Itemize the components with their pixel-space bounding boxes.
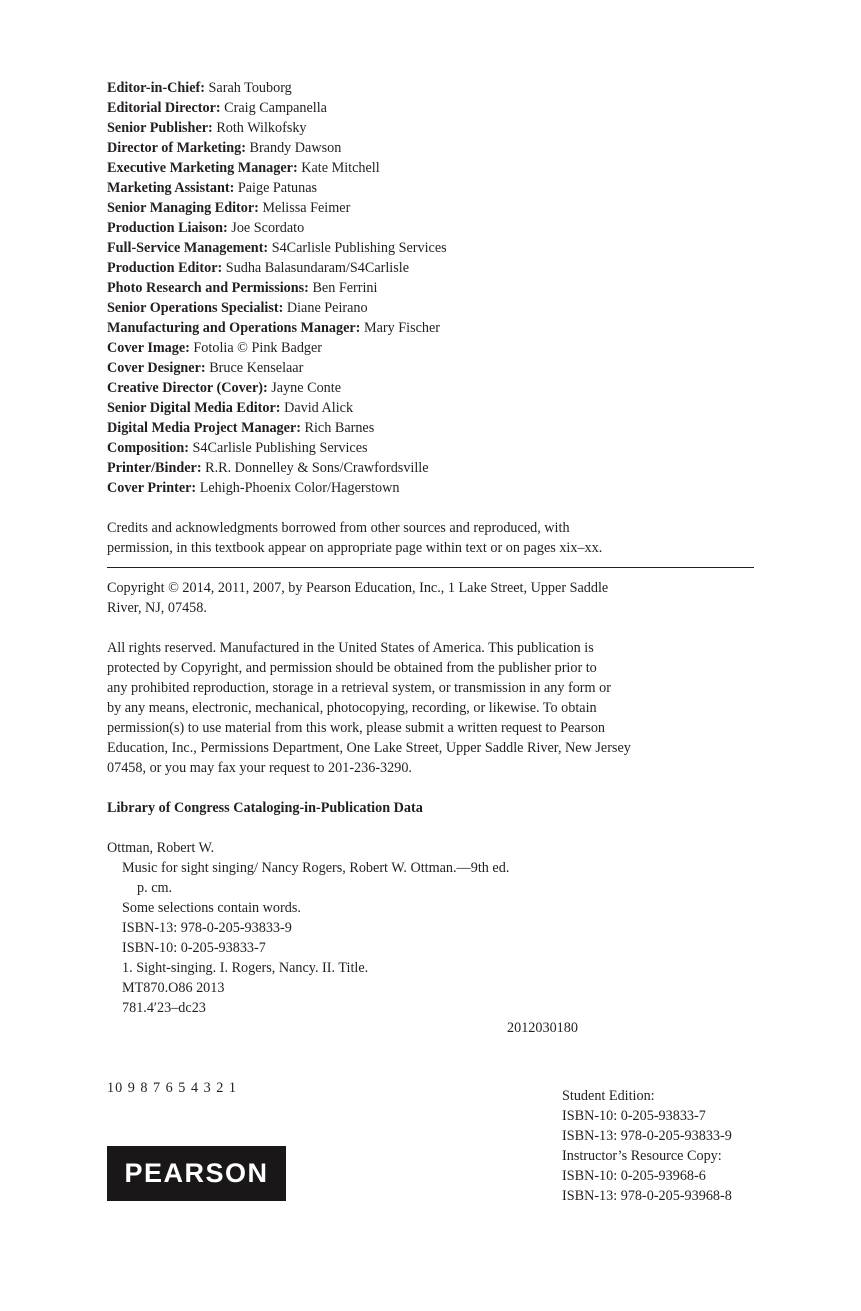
credit-name: Rich Barnes xyxy=(304,420,375,436)
credit-role: Senior Operations Specialist: xyxy=(107,300,284,316)
edition-line: ISBN-10: 0-205-93833-7 xyxy=(562,1108,706,1124)
acknowledgments-text: Credits and acknowledgments borrowed from other sources and reproduced, with xyxy=(107,520,570,536)
rights-text: 07458, or you may fax your request to 201-236-3290. xyxy=(107,760,412,776)
rights-text: All rights reserved. Manufactured in the United States of America. This publication is xyxy=(107,640,594,656)
credit-name: Sarah Touborg xyxy=(208,80,292,96)
credit-name: Ben Ferrini xyxy=(312,280,378,296)
credit-line xyxy=(107,218,304,238)
credit-line xyxy=(107,378,341,398)
credit-name: Bruce Kenselaar xyxy=(209,360,304,376)
printing-line: 10 9 8 7 6 5 4 3 2 1 xyxy=(107,1080,237,1096)
credit-line xyxy=(107,478,400,498)
credit-name: Diane Peirano xyxy=(286,300,368,316)
credit-role: Editorial Director: xyxy=(107,100,221,116)
credit-name: Joe Scordato xyxy=(231,220,305,236)
credit-name: R.R. Donnelley & Sons/Crawfordsville xyxy=(205,460,429,476)
credit-line xyxy=(107,438,368,458)
edition-line: Student Edition: xyxy=(562,1088,655,1104)
credit-role: Marketing Assistant: xyxy=(107,180,235,196)
credit-name: Mary Fischer xyxy=(363,320,440,336)
credit-name: Paige Patunas xyxy=(237,180,318,196)
credit-name: Craig Campanella xyxy=(224,100,327,116)
credit-role: Director of Marketing: xyxy=(107,140,246,156)
credit-role: Digital Media Project Manager: xyxy=(107,420,301,436)
edition-line: ISBN-13: 978-0-205-93968-8 xyxy=(562,1188,732,1204)
rights-text: Education, Inc., Permissions Department, One Lake Street, Upper Saddle River, New Jersey xyxy=(107,740,631,756)
credit-line xyxy=(107,78,292,98)
copyright-text: River, NJ, 07458. xyxy=(107,600,207,616)
credit-role: Photo Research and Permissions: xyxy=(107,280,309,296)
credit-role: Full-Service Management: xyxy=(107,240,269,256)
credit-name: Fotolia © Pink Badger xyxy=(193,340,323,356)
credit-role: Cover Designer: xyxy=(107,360,206,376)
rights-text: permission(s) to use material from this work, please submit a written request to Pearson xyxy=(107,720,606,736)
credit-role: Editor-in-Chief: xyxy=(107,80,205,96)
cip-pages: p. cm. xyxy=(137,880,173,896)
credit-name: Jayne Conte xyxy=(271,380,342,396)
cip-lcc: MT870.O86 2013 xyxy=(122,980,225,996)
credit-role: Senior Digital Media Editor: xyxy=(107,400,281,416)
credit-role: Composition: xyxy=(107,440,189,456)
credit-line xyxy=(107,258,409,278)
pearson-logo: PEARSON xyxy=(107,1146,286,1201)
credit-role: Cover Printer: xyxy=(107,480,197,496)
edition-line: ISBN-10: 0-205-93968-6 xyxy=(562,1168,706,1184)
credit-name: Sudha Balasundaram/S4Carlisle xyxy=(225,260,409,276)
cip-isbn10: ISBN-10: 0-205-93833-7 xyxy=(122,940,266,956)
credit-line xyxy=(107,398,353,418)
credit-name: David Alick xyxy=(284,400,354,416)
credit-line xyxy=(107,178,317,198)
credit-name: Melissa Feimer xyxy=(262,200,351,216)
credit-line xyxy=(107,238,447,258)
credit-role: Senior Publisher: xyxy=(107,120,213,136)
cip-note: Some selections contain words. xyxy=(122,900,301,916)
credit-name: Brandy Dawson xyxy=(249,140,342,156)
credit-name: Kate Mitchell xyxy=(301,160,380,176)
copyright-text: Copyright © 2014, 2011, 2007, by Pearson Education, Inc., 1 Lake Street, Upper Saddle xyxy=(107,580,609,596)
credit-line xyxy=(107,98,327,118)
credit-name: S4Carlisle Publishing Services xyxy=(192,440,368,456)
credit-role: Senior Managing Editor: xyxy=(107,200,259,216)
credit-name: Roth Wilkofsky xyxy=(216,120,307,136)
credit-role: Production Editor: xyxy=(107,260,223,276)
edition-line: Instructor’s Resource Copy: xyxy=(562,1148,722,1164)
credit-name: Lehigh-Phoenix Color/Hagerstown xyxy=(199,480,400,496)
credit-line xyxy=(107,338,322,358)
credit-line xyxy=(107,138,341,158)
credit-line xyxy=(107,418,374,438)
credit-role: Creative Director (Cover): xyxy=(107,380,268,396)
rights-text: by any means, electronic, mechanical, photocopying, recording, or likewise. To obtain xyxy=(107,700,597,716)
rights-text: protected by Copyright, and permission should be obtained from the publisher prior to xyxy=(107,660,597,676)
cip-ddc: 781.4′23–dc23 xyxy=(122,1000,206,1016)
credit-line xyxy=(107,318,440,338)
cip-lccn: 2012030180 xyxy=(507,1020,578,1036)
cip-subjects: 1. Sight-singing. I. Rogers, Nancy. II. Title. xyxy=(122,960,369,976)
credit-role: Cover Image: xyxy=(107,340,190,356)
rights-text: any prohibited reproduction, storage in a retrieval system, or transmission in any form or xyxy=(107,680,611,696)
credit-line xyxy=(107,458,429,478)
credit-line xyxy=(107,298,368,318)
credit-line xyxy=(107,118,307,138)
credit-line xyxy=(107,158,380,178)
cip-isbn13: ISBN-13: 978-0-205-93833-9 xyxy=(122,920,292,936)
acknowledgments-text: permission, in this textbook appear on appropriate page within text or on pages xix–xx. xyxy=(107,540,603,556)
credit-line xyxy=(107,278,377,298)
cip-title: Music for sight singing/ Nancy Rogers, Robert W. Ottman.—9th ed. xyxy=(122,860,510,876)
cip-heading: Library of Congress Cataloging-in-Publication Data xyxy=(107,800,423,816)
edition-line: ISBN-13: 978-0-205-93833-9 xyxy=(562,1128,732,1144)
credit-line xyxy=(107,198,350,218)
divider xyxy=(107,567,754,568)
credit-line xyxy=(107,358,303,378)
cip-author: Ottman, Robert W. xyxy=(107,840,215,856)
credit-name: S4Carlisle Publishing Services xyxy=(271,240,447,256)
credit-role: Manufacturing and Operations Manager: xyxy=(107,320,361,336)
credit-role: Production Liaison: xyxy=(107,220,228,236)
credit-role: Printer/Binder: xyxy=(107,460,202,476)
credit-role: Executive Marketing Manager: xyxy=(107,160,298,176)
